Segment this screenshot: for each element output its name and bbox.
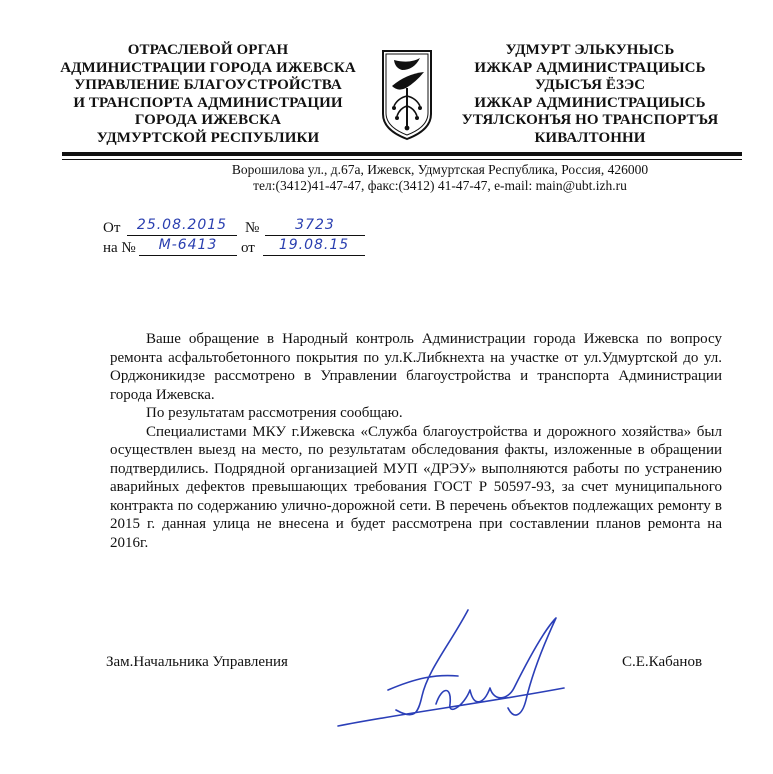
signatory-role: Зам.Начальника Управления xyxy=(106,654,288,670)
incoming-date: 19.08.15 xyxy=(263,237,365,256)
number-label: № xyxy=(245,220,260,236)
from-label: От xyxy=(103,220,121,236)
to-number-label: на № xyxy=(103,240,136,256)
header-left-line: АДМИНИСТРАЦИИ ГОРОДА ИЖЕВСКА xyxy=(60,59,356,76)
header-left-line: ГОРОДА ИЖЕВСКА xyxy=(134,112,282,128)
handwritten-signature xyxy=(318,604,568,734)
address-line: Ворошилова ул., д.67а, Ижевск, Удмуртская Республика, Россия, 426000 xyxy=(231,162,649,177)
contacts-line: тел:(3412)41-47-47, факс:(3412) 41-47-47, e-mail: main@ubt.izh.ru xyxy=(253,178,627,193)
letter-body xyxy=(110,330,722,552)
header-right-line: КИВАЛТОННИ xyxy=(534,129,646,146)
outgoing-date: 25.08.2015 xyxy=(127,217,237,236)
header-right-line: ИЖКАР АДМИНИСТРАЦИЫСЬ xyxy=(474,94,706,111)
header-left-line: УДМУРТСКОЙ РЕСПУБЛИКИ xyxy=(96,129,320,146)
header-right-udmurt xyxy=(440,42,740,147)
body-paragraph: Специалистами МКУ г.Ижевска «Служба благоустройства и дорожного хозяйства» был осуществлен выезд на место, по результатам обследования факты, изложенные в обращении подтвердились. Подрядной организацией МУП «ДРЭУ» выполняются работы по устранению аварийных дефектов превышающих требования ГОСТ Р 50597-93, за счет муниципального контракта по содержанию улично-дорожной сети. В перечень объектов подлежащих ремонту в 2015 г. данная улица не внесена и будет рассмотрена при составлении планов ремонта на 2016г. xyxy=(110,423,722,551)
incoming-number: М-6413 xyxy=(139,237,237,256)
body-paragraph: Ваше обращение в Народный контроль Администрации города Ижевска по вопросу ремонта асфальтобетонного покрытия по ул.К.Либкнехта на участке от ул.Удмуртской до ул. Орджоникидзе рассмотрено в Управлении благоустройства и транспорта Администрации города Ижевска. xyxy=(110,331,722,403)
incoming-from-label: от xyxy=(241,240,255,256)
header-left-line: УПРАВЛЕНИЕ БЛАГОУСТРОЙСТВА xyxy=(74,77,342,93)
header-right-line: ИЖКАР АДМИНИСТРАЦИЫСЬ xyxy=(474,59,706,76)
header-left-line: ОТРАСЛЕВОЙ ОРГАН xyxy=(127,42,289,58)
signatory-name: С.Е.Кабанов xyxy=(622,654,703,670)
header-right-line: УДЫСЪЯ ЁЗЭС xyxy=(534,77,646,93)
coat-of-arms-icon xyxy=(380,48,434,142)
header-right-line: УДМУРТ ЭЛЬКУНЫСЬ xyxy=(505,42,675,58)
header-left-russian xyxy=(58,42,358,147)
header-divider-thin xyxy=(62,159,742,160)
header-divider-thick xyxy=(62,152,742,156)
header-right-line: УТЯЛСКОНЪЯ НО ТРАНСПОРТЪЯ xyxy=(461,112,719,128)
outgoing-number: 3723 xyxy=(265,217,365,236)
body-paragraph: По результатам рассмотрения сообщаю. xyxy=(146,405,403,421)
address-block xyxy=(160,162,720,194)
header-left-line: И ТРАНСПОРТА АДМИНИСТРАЦИИ xyxy=(73,94,343,111)
